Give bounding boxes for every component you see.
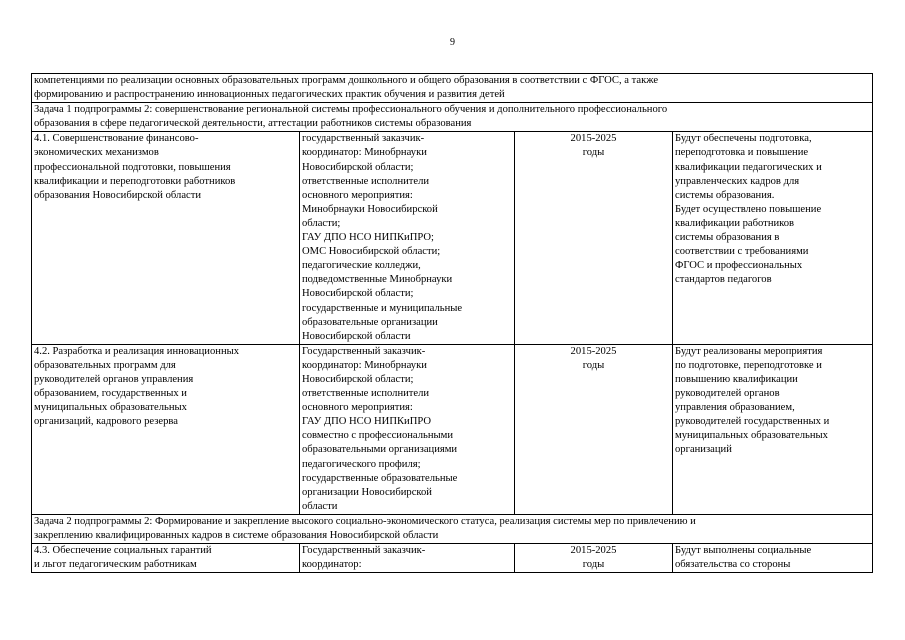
text-line: Новосибирской области; xyxy=(302,161,414,173)
page-number: 9 xyxy=(450,37,455,48)
text-line: основного мероприятия: xyxy=(302,402,413,414)
text-line: 2015-2025 xyxy=(570,345,617,357)
text-line: Минобрнауки Новосибирской xyxy=(302,203,438,215)
text-line: Новосибирской области; xyxy=(302,288,414,300)
measure-cell xyxy=(32,544,300,573)
table-row xyxy=(32,344,873,514)
text-line: организаций, кадрового резерва xyxy=(34,416,178,428)
text-line: по подготовке, переподготовке и xyxy=(675,359,822,371)
text-line: ответственные исполнители xyxy=(302,388,430,400)
text-line: 2015-2025 xyxy=(570,545,617,557)
text-line: годы xyxy=(582,147,605,159)
text-line: образовательными организациями xyxy=(302,444,458,456)
task-header-cell xyxy=(32,74,873,103)
text-line: компетенциями по реализации основных образовательных программ дошкольного и общего образования в соответствии с ФГОС, а также xyxy=(34,75,659,86)
text-line: координатор: Минобрнауки xyxy=(302,359,427,371)
text-line: повышению квалификации xyxy=(675,373,798,385)
text-line: 4.1. Совершенствование финансово- xyxy=(34,133,199,145)
text-line: Новосибирской области xyxy=(302,330,411,342)
executor-cell xyxy=(300,544,515,573)
text-line: 4.2. Разработка и реализация инновационных xyxy=(34,345,240,357)
text-line: Будут выполнены социальные xyxy=(675,545,812,557)
text-line: образования в сфере педагогической деятельности, аттестации работников системы образования xyxy=(34,118,472,130)
period-cell xyxy=(515,344,673,514)
measure-cell xyxy=(32,344,300,514)
text-line: ГАУ ДПО НСО НИПКиПРО; xyxy=(302,232,434,244)
text-line: системы образования. xyxy=(675,189,775,201)
text-line: Задача 2 подпрограммы 2: Формирование и закрепление высокого социально-экономического статуса, реализация системы мер по привлечению и xyxy=(34,515,696,527)
text-line: координатор: Минобрнауки xyxy=(302,147,427,159)
task-header-row xyxy=(32,103,873,132)
result-cell xyxy=(673,544,873,573)
text-line: государственные и муниципальные xyxy=(302,302,463,314)
result-cell xyxy=(673,344,873,514)
text-line: переподготовка и повышение xyxy=(675,147,809,159)
text-line: Будут реализованы мероприятия xyxy=(675,345,823,357)
text-line: экономических механизмов xyxy=(34,147,159,159)
text-line: ГАУ ДПО НСО НИПКиПРО xyxy=(302,416,432,428)
text-line: 4.3. Обеспечение социальных гарантий xyxy=(34,545,212,557)
period-cell xyxy=(515,132,673,344)
text-line: образования Новосибирской области xyxy=(34,189,202,201)
text-line: 2015-2025 xyxy=(570,133,617,145)
text-line: области; xyxy=(302,217,341,229)
text-line: управления образованием, xyxy=(675,402,795,414)
text-line: Задача 1 подпрограммы 2: совершенствование региональной системы профессионального обучения и дополнительного профессионального xyxy=(34,104,668,116)
text-line: государственные образовательные xyxy=(302,472,458,484)
text-line: квалификации и переподготовки работников xyxy=(34,175,236,187)
text-line: соответствии с требованиями xyxy=(675,246,809,258)
text-line: государственный заказчик- xyxy=(302,133,425,145)
text-line: профессиональной подготовки, повышения xyxy=(34,161,231,173)
text-line: организаций xyxy=(675,444,732,456)
text-line: системы образования в xyxy=(675,232,780,244)
text-line: ФГОС и профессиональных xyxy=(675,260,803,272)
text-line: Будут обеспечены подготовка, xyxy=(675,133,812,145)
text-line: Государственный заказчик- xyxy=(302,345,426,357)
measure-cell xyxy=(32,132,300,344)
text-line: организации Новосибирской xyxy=(302,486,432,498)
text-line: координатор: xyxy=(302,559,362,571)
text-line: ОМС Новосибирской области; xyxy=(302,246,441,258)
text-line: руководителей органов xyxy=(675,388,780,400)
text-line: подведомственные Минобрнауки xyxy=(302,274,453,286)
task-header-row xyxy=(32,74,873,103)
text-line: годы xyxy=(582,559,605,571)
text-line: муниципальных образовательных xyxy=(34,402,187,414)
text-line: совместно с профессиональными xyxy=(302,430,453,442)
text-line: формированию и распространению инновационных педагогических практик обучения и развития детей xyxy=(34,89,505,101)
text-line: муниципальных образовательных xyxy=(675,430,828,442)
text-line: обязательства со стороны xyxy=(675,559,791,571)
table-row xyxy=(32,132,873,344)
text-line: основного мероприятия: xyxy=(302,189,413,201)
text-line: стандартов педагогов xyxy=(675,274,772,286)
text-line: руководителей органов управления xyxy=(34,373,194,385)
executor-cell xyxy=(300,132,515,344)
task-header-cell xyxy=(32,514,873,543)
text-line: педагогические колледжи, xyxy=(302,260,421,272)
text-line: области xyxy=(302,500,338,512)
text-line: Новосибирской области; xyxy=(302,373,414,385)
text-line: Государственный заказчик- xyxy=(302,545,426,557)
table-row xyxy=(32,544,873,573)
text-line: Будет осуществлено повышение xyxy=(675,203,822,215)
text-line: закреплению квалифицированных кадров в системе образования Новосибирской области xyxy=(34,530,439,541)
text-line: управленческих кадров для xyxy=(675,175,800,187)
text-line: квалификации работников xyxy=(675,217,795,229)
text-line: образовательных программ для xyxy=(34,359,176,371)
text-line: педагогического профиля; xyxy=(302,458,421,470)
result-cell xyxy=(673,132,873,344)
text-line: и льгот педагогическим работникам xyxy=(34,559,197,571)
task-header-row xyxy=(32,514,873,543)
text-line: образовательные организации xyxy=(302,316,438,328)
text-line: образованием, государственных и xyxy=(34,388,187,400)
executor-cell xyxy=(300,344,515,514)
period-cell xyxy=(515,544,673,573)
text-line: руководителей государственных и xyxy=(675,416,830,428)
text-line: годы xyxy=(582,359,605,371)
text-line: квалификации педагогических и xyxy=(675,161,822,173)
task-header-cell xyxy=(32,103,873,132)
text-line: ответственные исполнители xyxy=(302,175,430,187)
program-table xyxy=(31,73,873,573)
